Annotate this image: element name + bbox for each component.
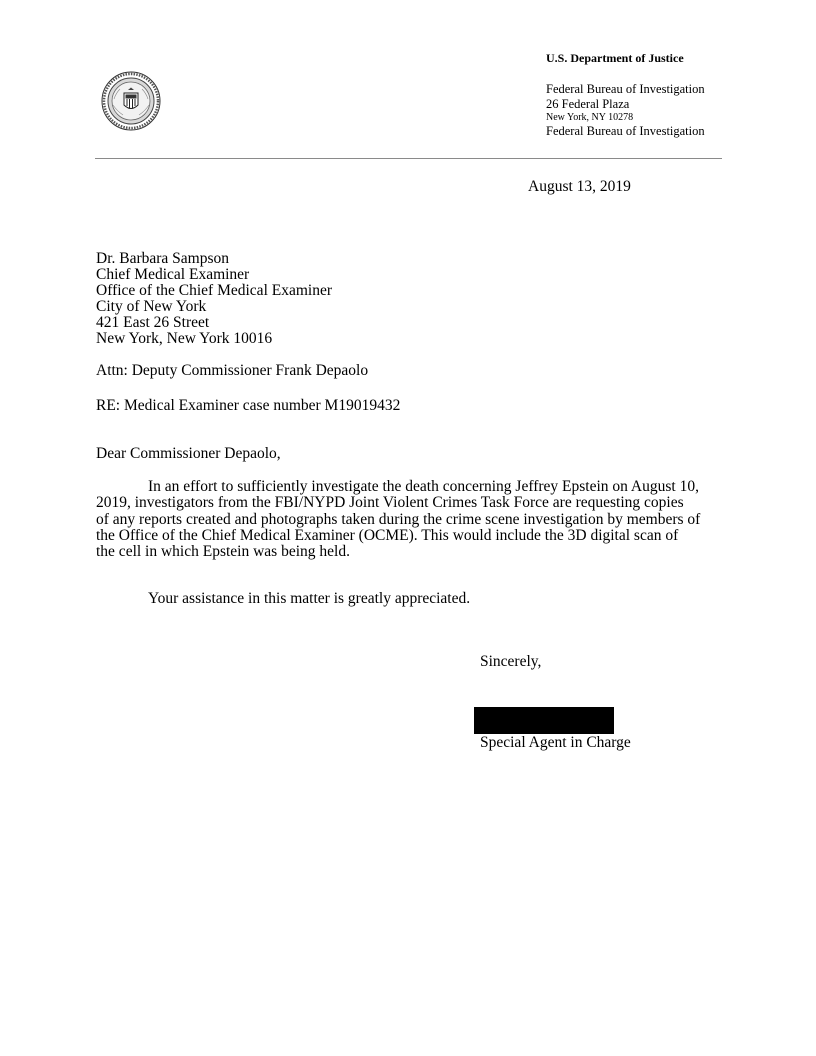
fbi-seal-logo xyxy=(101,71,161,131)
recipient-address xyxy=(96,251,332,347)
letterhead xyxy=(546,50,736,138)
closing-sincerely: Sincerely, xyxy=(480,653,542,670)
body-line: the Office of the Chief Medical Examiner (OCME). This would include the 3D digital scan of xyxy=(96,526,679,544)
recipient-city-state-zip: New York, New York 10016 xyxy=(96,330,273,347)
body-line: of any reports created and photographs taken during the crime scene investigation by members of xyxy=(96,510,701,528)
letter-date: August 13, 2019 xyxy=(528,178,631,195)
city-state-zip: New York, NY 10278 xyxy=(546,112,634,123)
letterhead-address xyxy=(546,82,736,138)
reference-line: RE: Medical Examiner case number M19019432 xyxy=(96,397,401,414)
recipient-city: City of New York xyxy=(96,298,207,315)
signer-title: Special Agent in Charge xyxy=(480,734,631,751)
redacted-signature xyxy=(474,707,614,734)
salutation: Dear Commissioner Depaolo, xyxy=(96,445,281,462)
seal-emblem-icon xyxy=(101,71,161,131)
clipped-bureau-line: Federal Bureau of Investigation xyxy=(546,124,705,138)
body-paragraph-1 xyxy=(96,479,726,560)
bureau-name: Federal Bureau of Investigation xyxy=(546,82,705,96)
department-name: U.S. Department of Justice xyxy=(546,51,684,65)
recipient-street: 421 East 26 Street xyxy=(96,314,210,331)
recipient-office: Office of the Chief Medical Examiner xyxy=(96,282,332,299)
header-divider xyxy=(95,158,722,159)
attention-line: Attn: Deputy Commissioner Frank Depaolo xyxy=(96,362,369,379)
body-line: 2019, investigators from the FBI/NYPD Joint Violent Crimes Task Force are requesting copies xyxy=(96,494,684,512)
recipient-name: Dr. Barbara Sampson xyxy=(96,250,230,267)
street-address: 26 Federal Plaza xyxy=(546,97,630,111)
body-line: the cell in which Epstein was being held. xyxy=(96,543,350,561)
recipient-title: Chief Medical Examiner xyxy=(96,266,250,283)
body-line: In an effort to sufficiently investigate the death concerning Jeffrey Epstein on August 10, xyxy=(148,478,699,495)
body-paragraph-2: Your assistance in this matter is greatly appreciated. xyxy=(148,590,471,607)
